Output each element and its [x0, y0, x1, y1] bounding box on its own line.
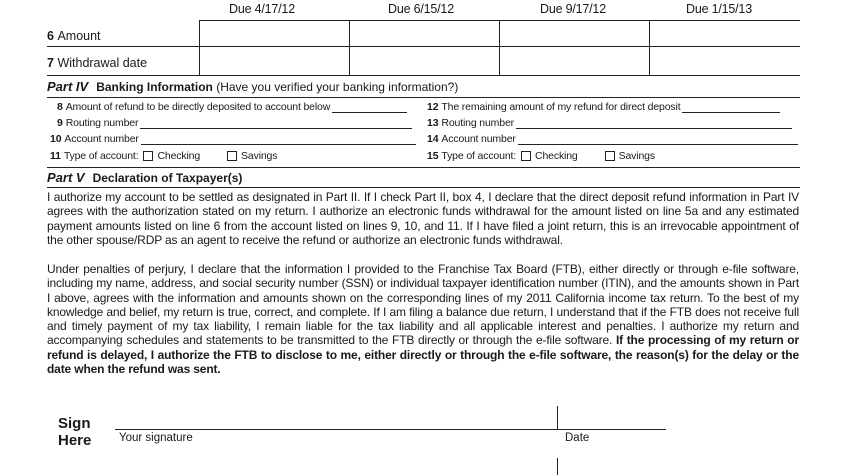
part-v-heading: Part V Declaration of Taxpayer(s): [47, 170, 243, 185]
your-signature-label: Your signature: [119, 432, 193, 444]
amount-field-4[interactable]: [651, 22, 799, 45]
line-15: 15 Type of account: Checking Savings: [427, 150, 655, 162]
row-rule: [47, 46, 800, 47]
amount-field-1[interactable]: [201, 22, 348, 45]
line-9: 9 Routing number: [57, 117, 412, 129]
line-11: 11 Type of account: Checking Savings: [50, 150, 278, 162]
line-13-field[interactable]: [516, 118, 792, 129]
spouse-signature-divider: [557, 458, 558, 475]
line-8-field[interactable]: [332, 102, 407, 113]
due-date-header-4: Due 1/15/13: [686, 2, 752, 16]
section-rule: [47, 187, 800, 188]
your-signature-field[interactable]: [115, 404, 555, 428]
line-14: 14 Account number: [427, 133, 798, 145]
section-rule: [47, 167, 800, 168]
line-8: 8 Amount of refund to be directly deposited to account below: [57, 101, 407, 113]
amount-field-3[interactable]: [501, 22, 648, 45]
withdrawal-date-row-label: 7 Withdrawal date: [47, 56, 148, 70]
checking-checkbox[interactable]: [143, 151, 153, 161]
signature-divider: [557, 406, 558, 429]
due-date-header-2: Due 6/15/12: [388, 2, 454, 16]
withdrawal-date-field-1[interactable]: [201, 48, 348, 74]
checking-checkbox[interactable]: [521, 151, 531, 161]
line-12-field[interactable]: [682, 102, 780, 113]
line-14-field[interactable]: [518, 134, 798, 145]
sign-here-label: Sign Here: [58, 415, 92, 449]
date-field[interactable]: [560, 404, 665, 428]
line-10: 10 Account number: [50, 133, 416, 145]
line-10-field[interactable]: [141, 134, 416, 145]
withdrawal-date-field-4[interactable]: [651, 48, 799, 74]
withdrawal-date-field-3[interactable]: [501, 48, 648, 74]
signature-line: [115, 429, 666, 430]
row-rule: [47, 75, 800, 76]
due-date-header-3: Due 9/17/12: [540, 2, 606, 16]
line-13: 13 Routing number: [427, 117, 792, 129]
header-rule: [199, 20, 800, 21]
section-rule: [47, 97, 800, 98]
column-divider: [349, 20, 350, 75]
column-divider: [499, 20, 500, 75]
amount-row-label: 6 Amount: [47, 29, 101, 43]
line-12: 12 The remaining amount of my refund for direct deposit: [427, 101, 780, 113]
perjury-declaration-paragraph: Under penalties of perjury, I declare that the information I provided to the Franchise Tax Board (FTB), either directly or through e-file software, including my name, address, and social security number (SSN) or individual taxpayer identification number (ITIN), and the amounts shown in Part I above, agrees with the information and amounts shown on the corresponding lines of my 2011 California income tax return. To the best of my knowledge and belief, my return is true, correct, and complete. If I am filing a balance due return, I understand that if the FTB does not receive full and timely payment of my tax liability, I remain liable for the tax liability and all applicable interest and penalties. I authorize my return and accompanying schedules and statements to be transmitted to the FTB directly or through the e-file software. If the processing of my return or refund is delayed, I authorize the FTB to disclose to me, either directly or through the e-file software, the reason(s) for the delay or the date when the refund was sent.: [47, 262, 799, 377]
column-divider: [199, 20, 200, 75]
due-date-header-1: Due 4/17/12: [229, 2, 295, 16]
withdrawal-date-field-2[interactable]: [351, 48, 498, 74]
date-label: Date: [565, 432, 590, 444]
column-divider: [649, 20, 650, 75]
line-9-field[interactable]: [140, 118, 412, 129]
authorization-paragraph: I authorize my account to be settled as designated in Part II. If I check Part II, box 4, I declare that the direct deposit refund information in Part IV agrees with the authorization stated on my return. I authorize an electronic funds withdrawal for the amount listed on line 5a and any estimated payment amounts listed on line 6 from the account listed on lines 9, 10, and 11. If I have filed a joint return, this is an irrevocable appointment of the other spouse/RDP as an agent to receive the refund or authorize an electronic funds withdrawal.: [47, 190, 799, 247]
part-iv-heading: Part IV Banking Information (Have you verified your banking information?): [47, 79, 459, 94]
savings-checkbox[interactable]: [605, 151, 615, 161]
amount-field-2[interactable]: [351, 22, 498, 45]
savings-checkbox[interactable]: [227, 151, 237, 161]
